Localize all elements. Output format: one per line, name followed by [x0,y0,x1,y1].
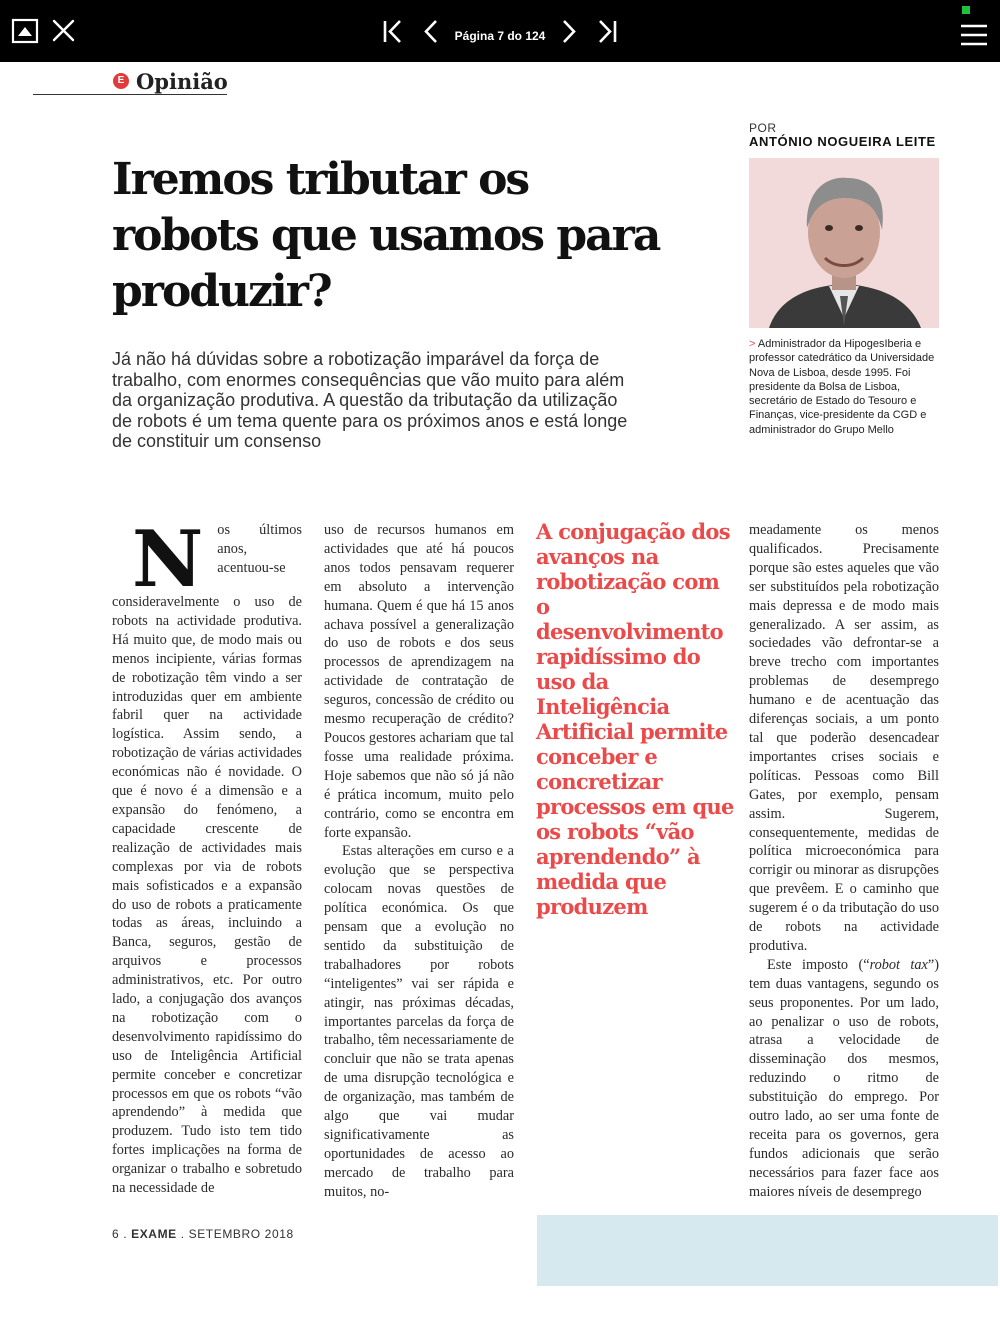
footer-separator: . [180,1227,185,1241]
article-lead: Já não há dúvidas sobre a robotização imparável da força de trabalho, com enormes consequências que vão muito para além da organização produtiva. A questão da tributação da utilização de robots é um tema quente para os próximos anos e está longe de constituir um consenso [112,349,628,451]
emphasis-text: robot tax [869,956,928,973]
paragraph-text: Este imposto (“ [767,956,870,973]
byline-prefix: POR [749,121,777,135]
reader-toolbar [0,0,1000,62]
author-bio [749,337,939,437]
nav-up-icon[interactable] [9,14,43,48]
close-icon[interactable] [46,14,80,48]
footer-magazine: EXAME [131,1227,177,1241]
section-badge: E [113,73,129,89]
page-indicator: Página 7 do 124 [454,29,546,43]
author-photo [749,158,939,328]
author-bio-text: Administrador da HipogesIberia e professor catedrático da Universidade Nova de Lisboa, desde 1995. Foi presidente da Bolsa de Lisboa, secretário de Estado do Tesouro e Finanças, vice-presidente da CGD e administrador do Grupo Mello [749,338,935,436]
section-header [33,70,227,95]
next-page-icon[interactable] [552,14,586,48]
footer-page-number: 6 [112,1227,120,1241]
advertisement-box [537,1215,998,1286]
page-footer [112,1227,294,1241]
pull-quote: A conjugação dos avanços na robotização com o desenvolvimento rapidíssimo do uso da Inteligência Artificial permite conceber e concretizar processos em que os robots “vão aprendendo” à medida que produzem [536,519,734,919]
article-paragraph: meadamente os menos qualificados. Precisamente porque são estes aqueles que vão ser substituídos pela robotização mais depressa e de modo mais generalizado. A ser assim, as sociedades vão defrontar-se a breve trecho com importantes problemas de desemprego humano e de acentuação das diferenças sociais, a um ponto tal que poderão desencadear importantes crises sociais e políticas. Pessoas como Bill Gates, por exemplo, pensam assim. Sugerem, consequentemente, medidas de política microeconómica para corrigir ou minorar as disrupções que prevêem. E o caminho que sugerem é o da tributação do uso de robots na actividade produtiva. [749,522,939,954]
drop-cap: N [132,521,204,605]
article-column-2 [324,521,514,1201]
paragraph-text: ”) tem duas vantagens, segundo os seus proponentes. Por um lado, ao penalizar o uso de robots, atrasa a velocidade de disseminação dos mesmos, reduzindo o ritmo de substituição do emprego. Por outro lado, ao ser uma fonte de receita para os governos, gera fundos adicionais que serão necessários para fazer face aos maiores níveis de desemprego [749,956,939,1200]
author-name: ANTÓNIO NOGUEIRA LEITE [749,134,936,149]
footer-separator: . [123,1227,128,1241]
article-paragraph: Estas alterações em curso e a evolução que se perspectiva colocam novas questões de política económica. Os que pensam que a evolução no sentido da substituição de trabalhadores por robots “inteligentes” vai ser rápida e atingir, nas próximas décadas, importantes parcelas da força de trabalho, têm necessariamente de concluir que não se trata apenas de uma disrupção tecnológica e de organização, mas também de algo que vai mudar significativamente as oportunidades de acesso ao mercado de trabalho para muitos, no- [324,843,514,1200]
article-headline: Iremos tributar os robots que usamos para produzir? [112,154,660,317]
status-indicator [962,6,970,14]
author-portrait-image [749,158,939,328]
first-page-icon[interactable] [375,14,409,48]
section-label: Opinião [136,69,228,94]
article-column-1 [112,521,302,1201]
footer-issue: SETEMBRO 2018 [188,1227,294,1241]
last-page-icon[interactable] [591,14,625,48]
article-paragraph: uso de recursos humanos em actividades que até há poucos anos todos pensavam requerer em absoluto a intervenção humana. Quem é que há 15 anos achava possível a generalização do uso de robots e dos seus processos de aprendizagem na actividade de contratação de seguros, concessão de crédito ou mesmo recuperação de crédito? Poucos gestores achariam que tal fosse uma realidade próxima. Hoje sabemos que não só já não é prática incomum, muito pelo contrário, como se encontra em forte expansão. [324,522,514,841]
article-paragraph [749,956,939,1201]
article-paragraph: os últimos anos, acentuou-se consideravelmente o uso de robots na actividade produtiva. Há muito que, de modo mais ou menos incipiente, várias formas de robotização têm vindo a ser introduzidas quer em ambiente fabril quer na actividade logística. Assim sendo, a robotização de várias actividades económicas não é novidade. O que é novo é a dimensão e a expansão do fenómeno, a capacidade crescente de realização de actividades mais complexas por via de robots mais sofisticados e a expansão do uso de robots a praticamente todas as áreas, incluindo a Banca, seguros, gestão de arquivos e processos administrativos, etc. Por outro lado, a conjugação dos avanços na robotização com o desenvolvimento rapidíssimo do uso de Inteligência Artificial permite conceber e concretizar processos em que os robots “vão aprendendo” à medida que produzem. Tudo isto tem tido fortes implicações na forma de organizar o trabalho e sobretudo na necessidade de [112,522,302,1197]
hamburger-menu-icon[interactable] [957,14,991,48]
bio-arrow-icon: > [749,338,756,350]
article-column-3 [749,521,939,1201]
